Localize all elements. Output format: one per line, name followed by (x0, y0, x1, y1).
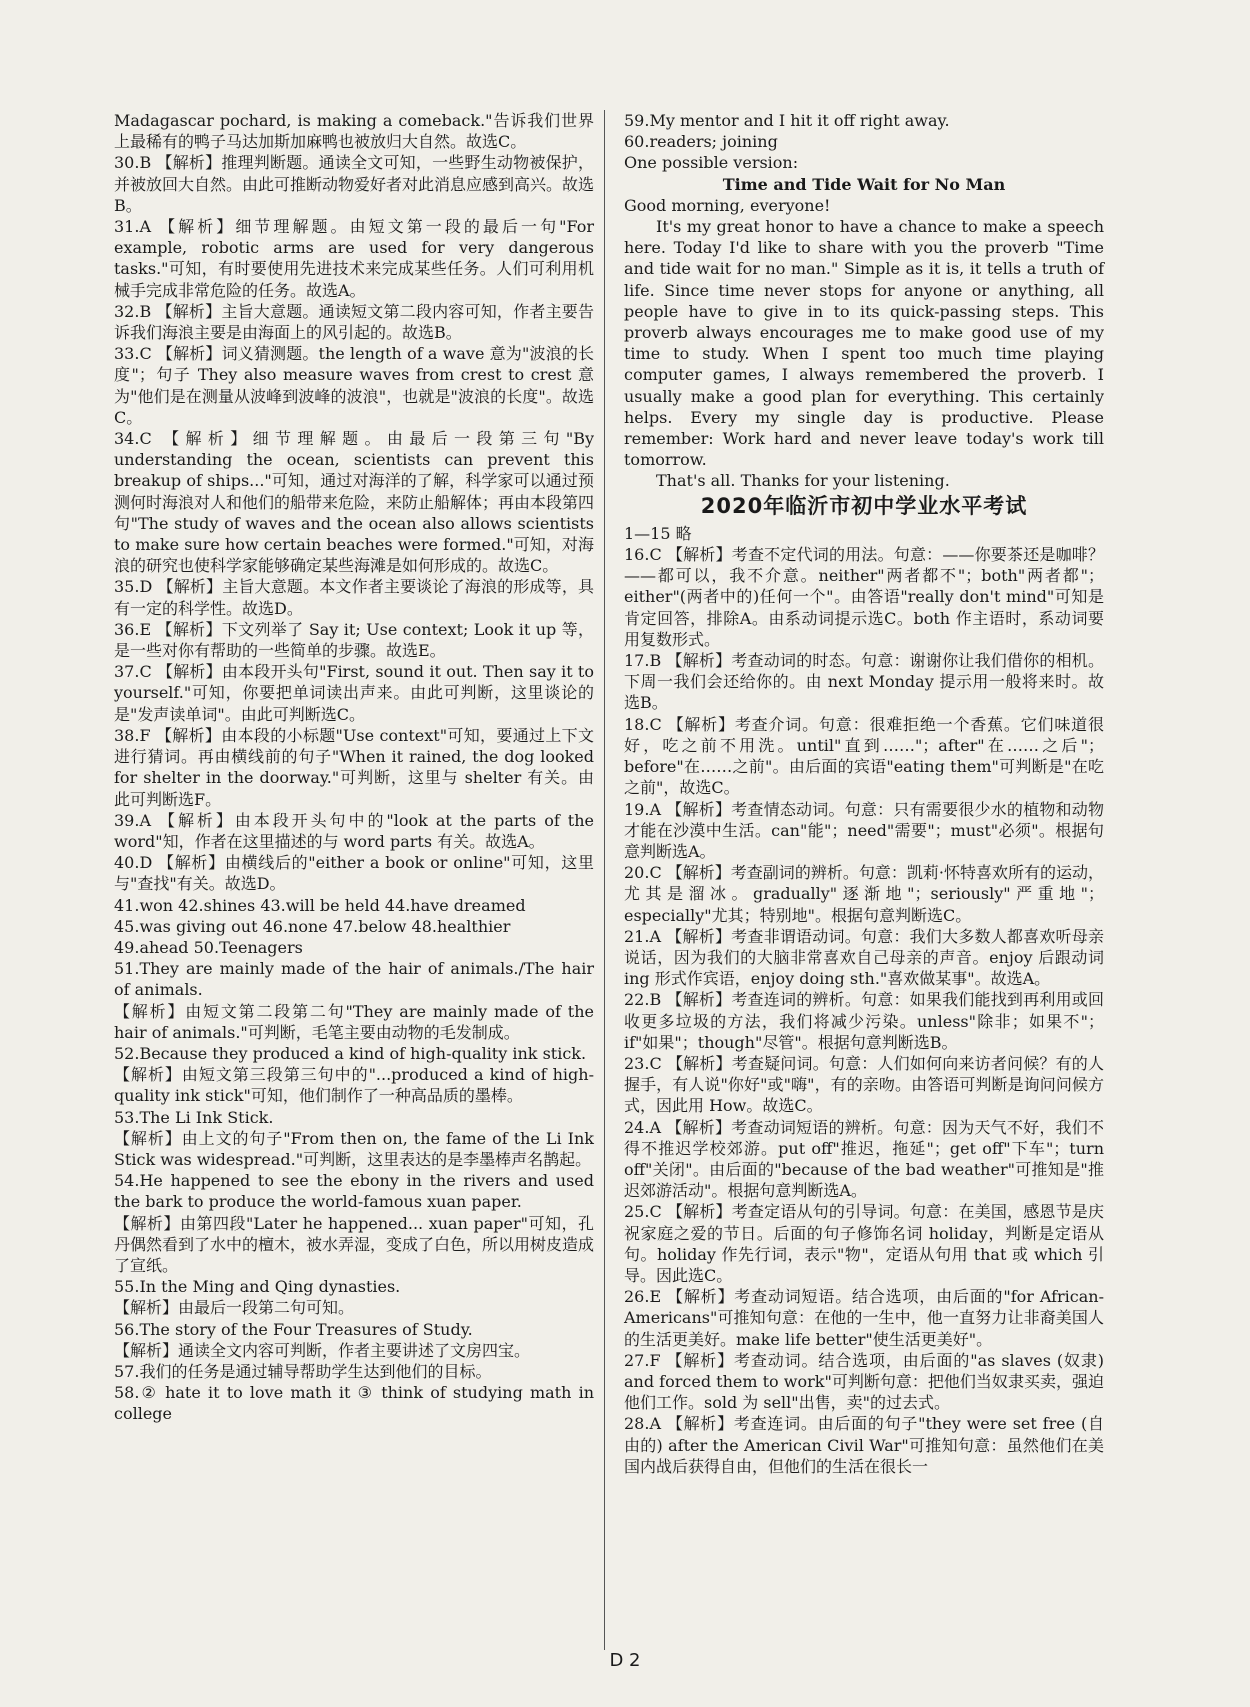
answer-item: 38.F 【解析】由本段的小标题"Use context"可知，要通过上下文进行猜词。再由横线前的句子"When it rained, the dog looked for shelter in the doorway."可判断，这里与 shelter 有关。由此可判断选F。 (114, 725, 594, 809)
answer-item: 25.C 【解析】考查定语从句的引导词。句意：在美国，感恩节是庆祝家庭之爱的节日。后面的句子修饰名词 holiday，判断是定语从句。holiday 作先行词，表示"物"，定语从句用 that 或 which 引导。因此选C。 (624, 1202, 1104, 1285)
answer-item: 56.The story of the Four Treasures of Study. (114, 1319, 473, 1339)
speech-greeting: Good morning, everyone! (624, 195, 831, 215)
answer-item: 18.C 【解析】考查介词。句意：很难拒绝一个香蕉。它们味道很好，吃之前不用洗。until"直到……"；after"在……之后"；before"在……之前"。由后面的宾语"eating them"可判断是"在吃之前"，故选C。 (624, 714, 1104, 798)
right-column (624, 110, 1104, 1477)
answer-item: 57.我们的任务是通过辅导帮助学生达到他们的目标。 (114, 1361, 492, 1381)
answer-item: 【解析】由上文的句子"From then on, the fame of the Li Ink Stick was widespread."可判断，这里表达的是李墨棒声名鹊起。 (114, 1128, 594, 1169)
answer-item: 37.C 【解析】由本段开头句"First, sound it out. Then say it to yourself."可知，你要把单词读出声来。由此可判断，这里谈论的是"发声读单词"。由此可判断选C。 (114, 662, 594, 724)
answer-item: 59.My mentor and I hit it off right away. (624, 111, 950, 130)
answer-item: 1—15 略 (624, 523, 692, 543)
answer-item: 【解析】由短文第三段第三句中的"...produced a kind of high-quality ink stick"可知，他们制作了一种高品质的墨棒。 (114, 1065, 594, 1106)
answer-item: 30.B 【解析】推理判断题。通读全文可知，一些野生动物被保护，并被放回大自然。由此可推断动物爱好者对此消息应感到高兴。故选B。 (114, 153, 595, 215)
page-number: D 2 (609, 1650, 641, 1671)
answer-item: 53.The Li Ink Stick. (114, 1107, 274, 1127)
answer-item: 32.B 【解析】主旨大意题。通读短文第二段内容可知，作者主要告诉我们海浪主要是由海面上的风引起的。故选B。 (114, 301, 594, 343)
answer-item: 【解析】通读全文内容可判断，作者主要讲述了文房四宝。 (114, 1340, 531, 1360)
answer-item: 55.In the Ming and Qing dynasties. (114, 1277, 401, 1297)
answer-item: 33.C 【解析】词义猜测题。the length of a wave 意为"波浪的长度"；句子 They also measure waves from crest to crest 意为"他们是在测量从波峰到波峰的波浪"，也就是"波浪的长度"。故选C。 (114, 344, 594, 427)
answer-item: 22.B 【解析】考查连词的辨析。句意：如果我们能找到再利用或回收更多垃圾的方法，我们将减少污染。unless"除非；如果不"；if"如果"；though"尽管"。根据句意判断选B。 (624, 990, 1104, 1052)
answer-item: 26.E 【解析】考查动词短语。结合选项，由后面的"for African-Americans"可推知句意：在他的一生中，他一直努力让非裔美国人的生活更美好。make life better"使生活更美好"。 (624, 1287, 1104, 1349)
answer-item: 36.E 【解析】下文列举了 Say it; Use context; Look it up 等，是一些对你有帮助的一些简单的步骤。故选E。 (114, 619, 594, 661)
answer-item: 52.Because they produced a kind of high-quality ink stick. (114, 1043, 587, 1063)
answer-item: 40.D 【解析】由横线后的"either a book or online"可知，这里与"查找"有关。故选D。 (114, 853, 594, 894)
left-column (114, 110, 594, 1425)
answer-item: 16.C 【解析】考查不定代词的用法。句意：——你要茶还是咖啡？——都可以，我不介意。neither"两者都不"；both"两者都"；either"(两者中的)任何一个"。由答语"really don't mind"可知是肯定回答，排除A。由系动词提示选C。both 作主语时，系动词要用复数形式。 (624, 545, 1104, 649)
answer-item: 60.readers; joining (624, 132, 778, 152)
answer-item: 17.B 【解析】考查动词的时态。句意：谢谢你让我们借你的相机。下周一我们会还给你的。由 next Monday 提示用一般将来时。故选B。 (624, 651, 1104, 713)
answer-item: 【解析】由短文第二段第二句"They are mainly made of the hair of animals."可判断，毛笔主要由动物的毛发制成。 (114, 1001, 594, 1042)
answer-item: 39.A 【解析】由本段开头句中的"look at the parts of the word"知，作者在这里描述的与 word parts 有关。故选A。 (114, 810, 594, 851)
answer-item: 【解析】由第四段"Later he happened... xuan paper"可知，孔丹偶然看到了水中的檀木，被水弄湿，变成了白色，所以用树皮造成了宣纸。 (114, 1213, 595, 1275)
speech-title: Time and Tide Wait for No Man (722, 174, 1006, 194)
answer-item: 58.② hate it to love math it ③ think of studying math in college (114, 1383, 594, 1424)
answer-item: 19.A 【解析】考查情态动词。句意：只有需要很少水的植物和动物才能在沙漠中生活。can"能"；need"需要"；must"必须"。根据句意判断选A。 (624, 799, 1104, 861)
answer-item: 24.A 【解析】考查动词短语的辨析。句意：因为天气不好，我们不得不推迟学校郊游。put off"推迟，拖延"；get off"下车"；turn off"关闭"。由后面的"because of the bad weather"可推知是"推迟郊游活动"。根据句意判断选A。 (624, 1117, 1104, 1201)
answer-item: 45.was giving out 46.none 47.below 48.healthier (114, 916, 511, 936)
answer-item: 27.F 【解析】考查动词。结合选项，由后面的"as slaves (奴隶) and forced them to work"可判断句意：把他们当奴隶买卖，强迫他们工作。sold 为 sell"出售，卖"的过去式。 (624, 1350, 1104, 1413)
exam-section-title: 2020年临沂市初中学业水平考试 (700, 493, 1028, 518)
answers-59-60 (624, 110, 1104, 174)
column-divider (604, 110, 605, 1650)
answer-item: 【解析】由最后一段第二句可知。 (114, 1298, 355, 1318)
answer-item: 35.D 【解析】主旨大意题。本文作者主要谈论了海浪的形成等，具有一定的科学性。故选D。 (114, 577, 594, 618)
answer-item: Madagascar pochard, is making a comeback."告诉我们世界上最稀有的鸭子马达加斯加麻鸭也被放归大自然。故选C。 (114, 111, 594, 152)
speech-closing: That's all. Thanks for your listening. (656, 471, 950, 491)
answer-item: 51.They are mainly made of the hair of animals./The hair of animals. (114, 959, 594, 1000)
answer-item: 41.won 42.shines 43.will be held 44.have dreamed (114, 895, 526, 915)
answer-item: 34.C 【解析】细节理解题。由最后一段第三句"By understanding the ocean, scientists can prevent this breakup of ships..."可知，通过对海洋的了解，科学家可以通过预测何时海浪对人和他们的船带来危险，来防止船解体；再由本段第四句"The study of waves and the ocean also allows scientists to make sure how certain beaches were formed."可知，对海浪的研究也使科学家能够确定某些海滩是如何形成的。故选C。 (114, 429, 595, 576)
answer-item: 31.A 【解析】细节理解题。由短文第一段的最后一句"For example, robotic arms are used for very dangerous tasks."可知，有时要使用先进技术来完成某些任务。人们可利用机械手完成非常危险的任务。故选A。 (114, 217, 594, 300)
answer-item: 20.C 【解析】考查副词的辨析。句意：凯莉·怀特喜欢所有的运动，尤其是溜冰。gradually"逐渐地"；seriously"严重地"；especially"尤其；特别地"。根据句意判断选C。 (624, 863, 1104, 925)
exam-answers-list (624, 523, 1104, 1477)
answer-item: 21.A 【解析】考查非谓语动词。句意：我们大多数人都喜欢听母亲说话，因为我们的大脑非常喜欢自己母亲的声音。enjoy 后跟动词 ing 形式作宾语，enjoy doing sth."喜欢做某事"。故选A。 (624, 926, 1104, 989)
answer-item: 28.A 【解析】考查连词。由后面的句子"they were set free (自由的) after the American Civil War"可推知句意：虽然他们在美国内战后获得自由，但他们的生活在很长一 (624, 1414, 1104, 1476)
speech-body: It's my great honor to have a chance to make a speech here. Today I'd like to share with you the proverb "Time and tide wait for no man." Simple as it is, it tells a truth of life. Since time never stops for anyone or anything, all people have to give in to its quick-passing steps. This proverb always encourages me to make good use of my time to study. When I spent too much time playing computer games, I always remembered the proverb. I usually make a good plan for everything. This certainly helps. Every my single day is productive. Please remember: Work hard and never leave today's work till tomorrow. (624, 217, 1104, 470)
answer-item: One possible version: (624, 153, 799, 173)
answer-item: 49.ahead 50.Teenagers (114, 937, 303, 957)
answer-item: 23.C 【解析】考查疑问词。句意：人们如何向来访者问候？有的人握手，有人说"你好"或"嗨"，有的亲吻。由答语可判断是询问问候方式，因此用 How。故选C。 (624, 1053, 1104, 1116)
answer-item: 54.He happened to see the ebony in the rivers and used the bark to produce the world-famous xuan paper. (114, 1171, 594, 1212)
